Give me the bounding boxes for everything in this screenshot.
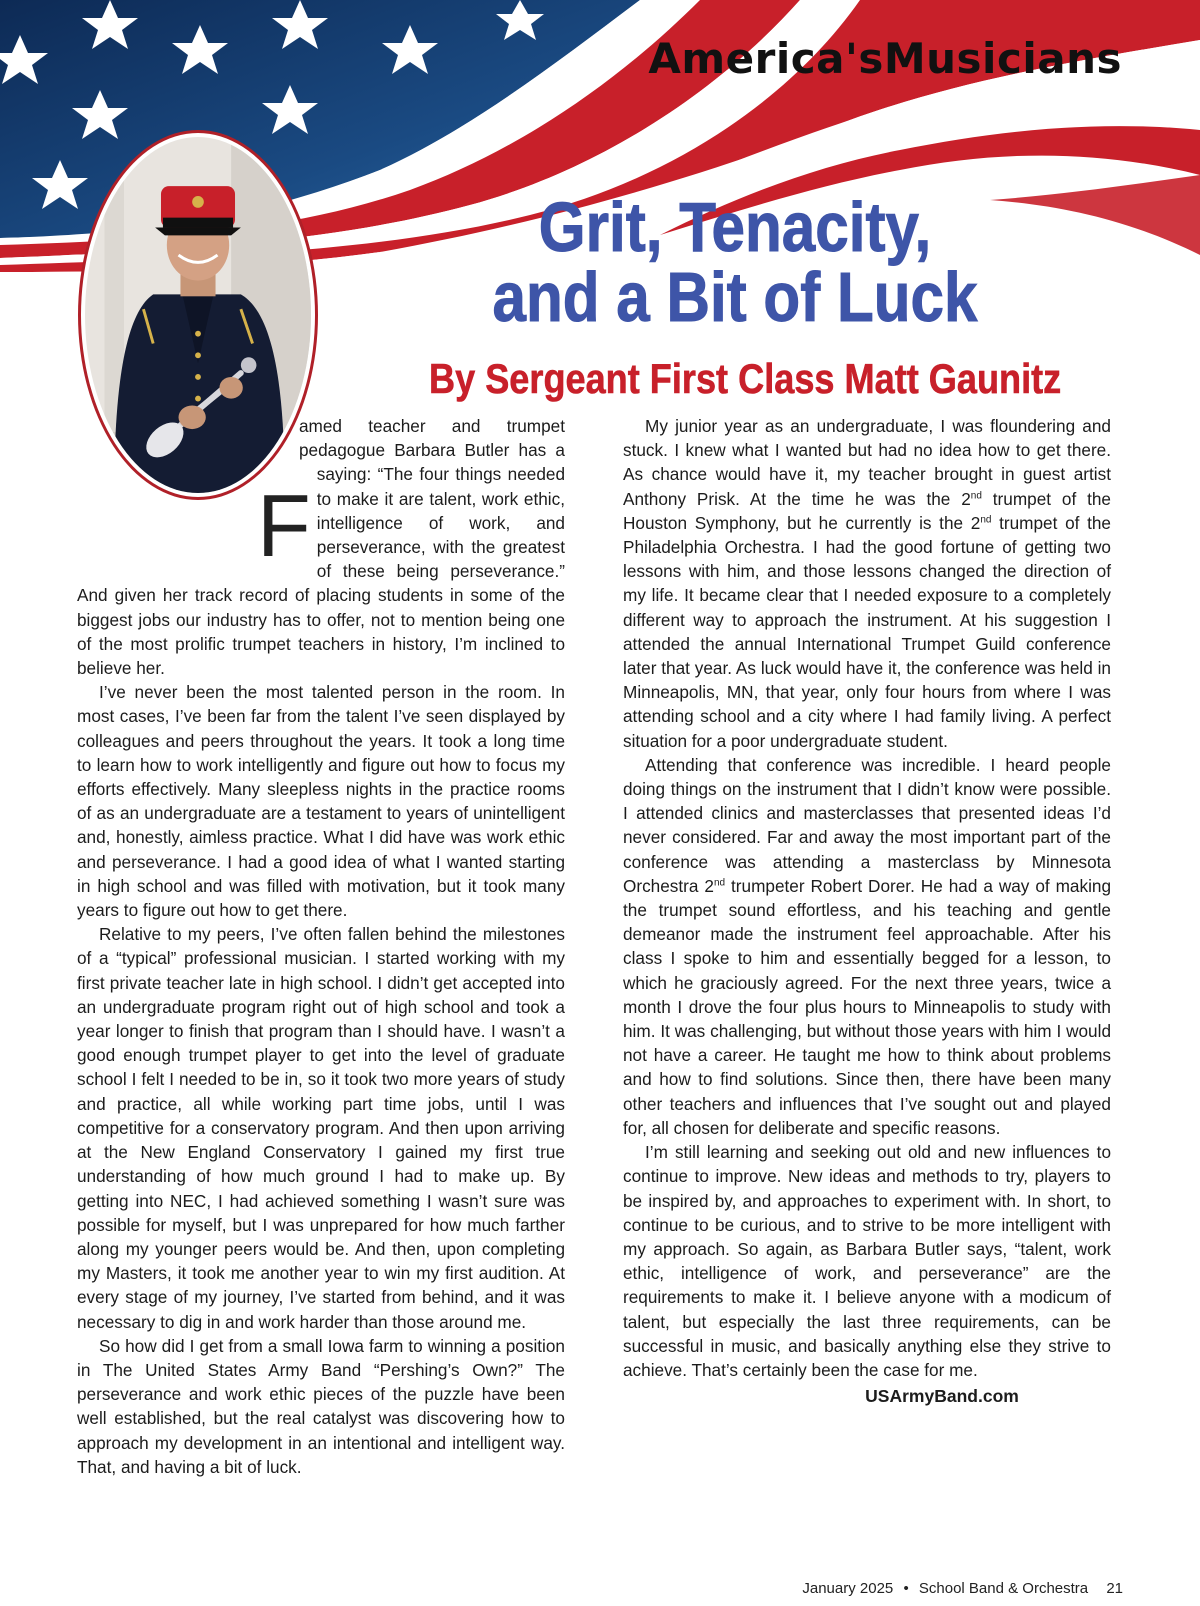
paragraph: So how did I get from a small Iowa farm to winning a position in The United States Army Band “Pershing’s Own?” The perseverance and work ethic pieces of the puzzle have been well established, but the real catalyst was discovering how to approach my development in an intentional and intelligent way. That, and having a bit of luck. [77,1335,565,1477]
superscript: nd [980,514,992,526]
article-right-column [623,414,1111,1408]
paragraph-text: Attending that conference was incredible. I heard people doing things on the instrument that I didn’t know were possible. I attended clinics and masterclasses that presented ideas I’d never considered. Far and away the most important part of the conference was attending a masterclass by Minnesota Orchestra 2 [623,754,1111,896]
paragraph [623,414,1111,753]
paragraph-text: My junior year as an undergraduate, I was floundering and stuck. I knew what I wanted but had no idea how to get there. As chance would have it, my teacher brought in guest artist Anthony Prisk. At the time he was the 2 [623,416,1111,509]
page-number: 21 [1106,1580,1123,1597]
paragraph: I’ve never been the most talented person in the room. In most cases, I’ve been far from the talent I’ve seen displayed by colleagues and peers throughout the years. It took a long time to learn how to work intelligently and figure out how to focus my efforts effectively. Many sleepless nights in the practice rooms of as an undergraduate are a testament to years of unintelligent and, honestly, aimless practice. What I did have was work ethic and perseverance. I had a good idea of what I wanted starting in high school and was filled with motivation, but it took many years to figure out how to get there. [77,682,565,921]
superscript: nd [713,877,726,889]
superscript: nd [970,489,982,501]
article-headline [464,188,1006,336]
paragraph [623,753,1111,1140]
website-link[interactable]: USArmyBand.com [865,1386,1019,1407]
headline-line-1: Grit, Tenacity, [538,188,932,266]
article-byline: By Sergeant First Class Matt Gaunitz [429,355,1062,402]
paragraph: Relative to my peers, I’ve often fallen behind the milestones of a “typical” professional musician. I started working with my first private teacher late in high school. I didn’t get accepted into an undergraduate program right out of high school and took a year longer to finish that program than I should have. I wasn’t a good enough trumpet player to get into the level of graduate school I felt I needed to be in, so it took two more years of study and practice, all while working part time jobs, until I was competitive for a conservatory program. And then upon arriving at the New England Conservatory I gained my first true understanding of how much ground I had to make up. By getting into NEC, I had achieved something I wasn’t sure was possible for myself, but I was unprepared for how much farther along my younger peers would be. And then, upon completing my Masters, it took me another year to win my first audition. At every stage of my journey, I’ve started from behind, and it was necessary to dig in and work harder than those around me. [77,924,565,1332]
section-title: America'sMusicians [648,34,1122,83]
paragraph-text: trumpeter Robert Dorer. He had a way of making the trumpet sound effortless, and his teaching and gentle demeanor made the instrument feel approachable. After his class I spoke to him and essentially begged for a lesson, to which he graciously agreed. For the next three years, twice a month I drove the four plus hours to Minneapolis to study with him. It was challenging, but without those years with him I would not have a career. He taught me how to think about problems and how to find solutions. Since then, there have been many other teachers and influences that I’ve sought out and played for, all chosen for deliberate and specific reasons. [623,875,1112,1138]
page-footer [796,1580,1123,1597]
paragraph-text: trumpet of the Houston Symphony, but he currently is the 2 [623,488,1111,533]
issue-date: January 2025 [802,1580,894,1597]
article-left-column [77,414,565,1479]
portrait-wrap-spacer [77,486,257,510]
paragraph: I’m still learning and seeking out old and new influences to continue to improve. New ideas and methods to try, players to be inspired by, and approaches to experiment with. In short, to continue to be curious, and to strive to be more intelligent with my approach. So again, as Barbara Butler says, “talent, work ethic, intelligence of work, and perseverance” are the requirements to make it. I believe anyone with a modicum of talent, but especially the last three requirements, can be successful in music, and basically anything else they strive to achieve. That’s certainly been the case for me. [623,1142,1111,1380]
headline-line-2: and a Bit of Luck [492,258,978,336]
paragraph-text: amed teacher and trumpet pedagogue Barbara Butler has a saying: “The four things needed to make it are talent, work ethic, intelligence of work, and perseverance, with the greatest of these being perseverance.” And given her track record of placing students in some of the biggest jobs our industry has to offer, not to mention being one of the most prolific trumpet teachers in history, I’m inclined to believe her. [77,416,565,679]
drop-cap: F [257,476,311,575]
publication-name: School Band & Orchestra [918,1580,1089,1597]
paragraph-text: trumpet of the Philadelphia Orchestra. I had the good fortune of getting two lessons with him, and those lessons changed the direction of my life. It became clear that I needed exposure to a completely different way to approach the instrument. At his suggestion I attended the annual International Trumpet Guild conference later that year. As luck would have it, the conference was held in Minneapolis, MN, that year, only four hours from where I was attending school and a city where I had family living. A perfect situation for a poor undergraduate student. [623,512,1111,751]
footer-separator: • [903,1580,909,1597]
